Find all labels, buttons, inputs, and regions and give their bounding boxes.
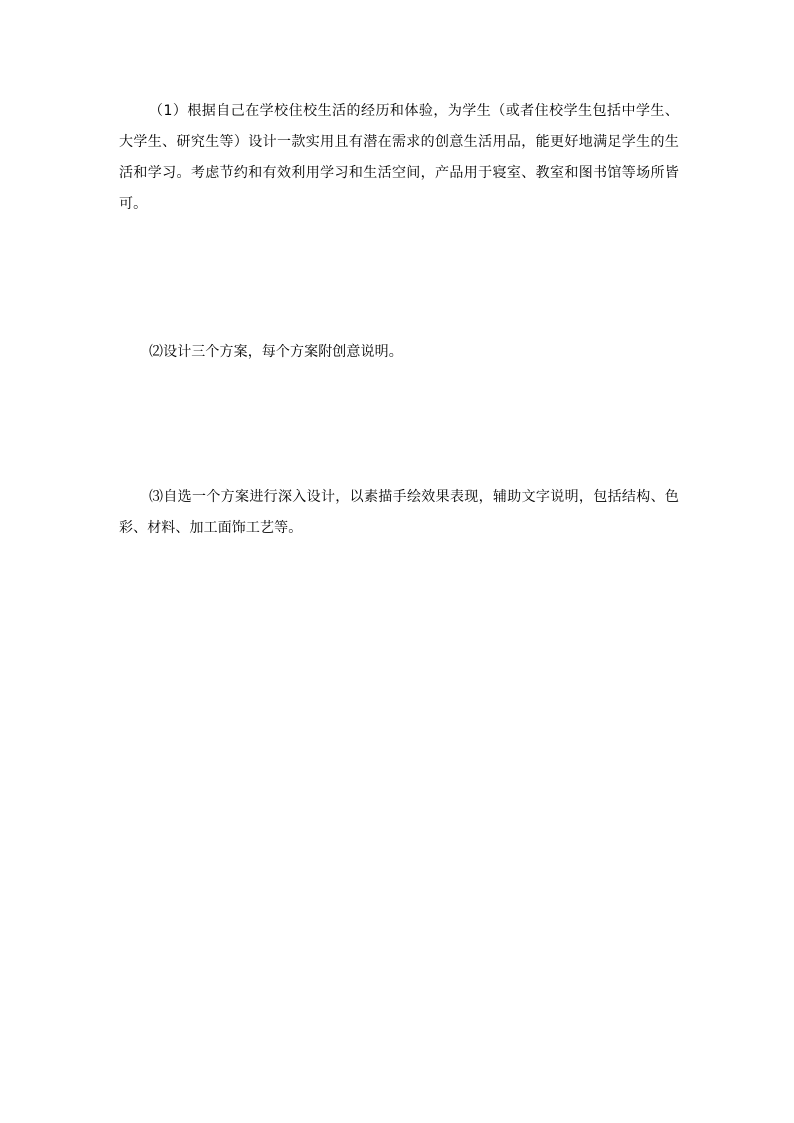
paragraph-requirement-2: ⑵设计三个方案，每个方案附创意说明。 xyxy=(149,344,403,360)
paragraph-requirement-3: ⑶自选一个方案进行深入设计，以素描手绘效果表现，辅助文字说明，包括结构、色彩、材料、加工面饰工艺等。 xyxy=(119,489,679,536)
paragraph-requirement-1: （1）根据自己在学校住校生活的经历和体验，为学生（或者住校学生包括中学生、大学生、研究生等）设计一款实用且有潜在需求的创意生活用品，能更好地满足学生的生活和学习。考虑节约和有效利用学习和生活空间，产品用于寝室、教室和图书馆等场所皆可。 xyxy=(119,103,679,212)
